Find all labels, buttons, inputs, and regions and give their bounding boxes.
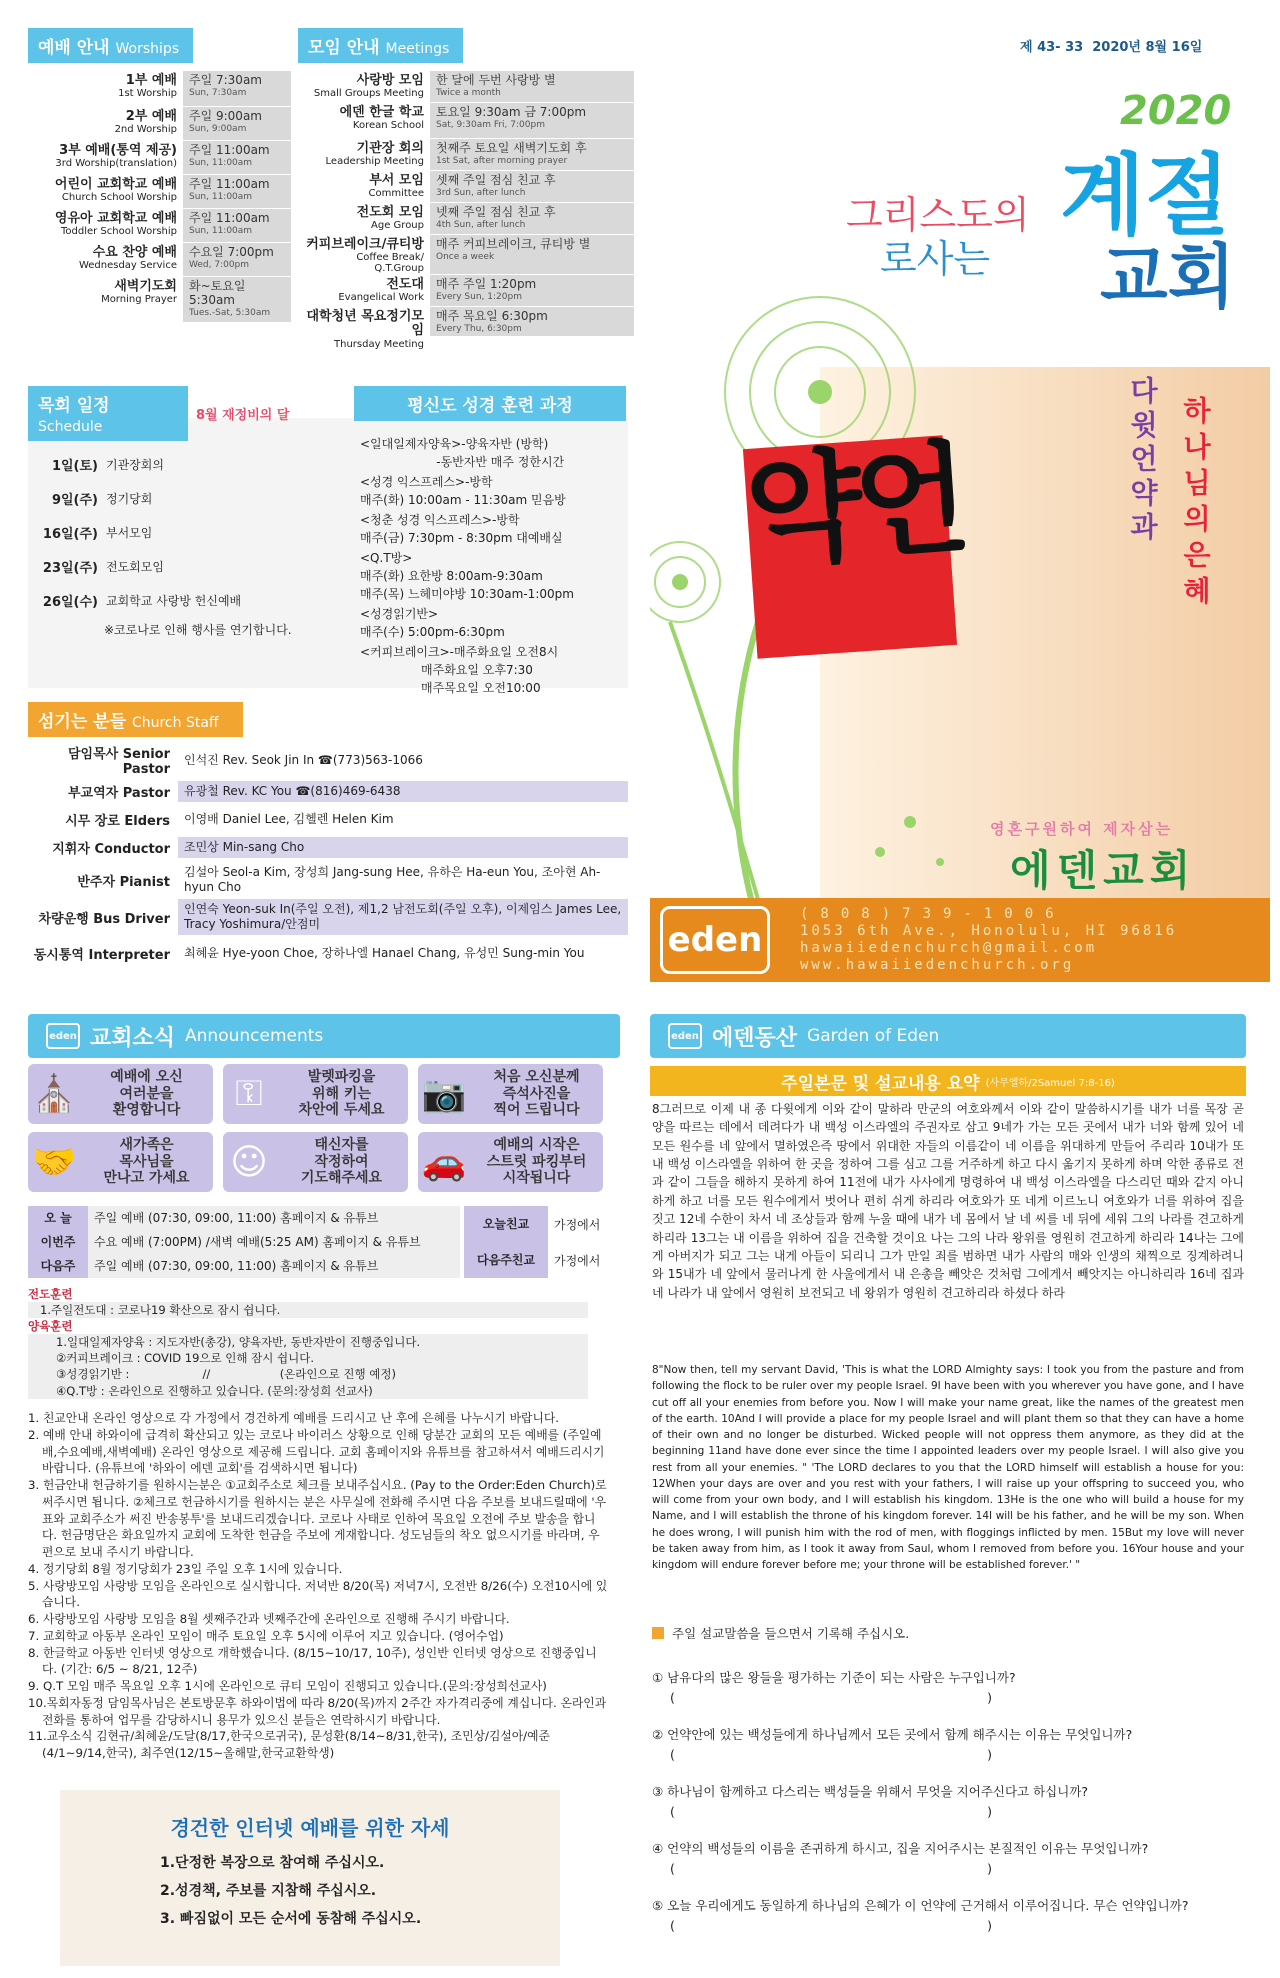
training-line: 매주(화) 10:00am - 11:30am 믿음방 <box>360 493 566 507</box>
cover-title-small: 그리스도의 <box>846 193 1030 237</box>
meeting-time: 매주 목요일 6:30pm Every Thu, 6:30pm <box>430 307 634 336</box>
email-link[interactable]: hawaiiedenchurch@gmail.com <box>800 940 1098 957</box>
question-text: ④ 언약의 백성들의 이름을 존귀하게 하시고, 집을 지어주시는 본질적인 이유는 무엇입니까? <box>652 1841 1149 1856</box>
question-item <box>652 1668 1242 1705</box>
announce-tile <box>223 1064 408 1124</box>
meeting-time: 한 달에 두번 사랑방 별 Twice a month <box>430 71 634 102</box>
calligraphy-text: 언약 <box>719 433 975 571</box>
calligraphy-block <box>719 433 975 658</box>
staff-row: 부교역자 Pastor 유광철 Rev. KC You ☎(816)469-6438 <box>28 778 628 806</box>
nurture-line: ③성경읽기반 : // (온라인으로 진행 예정) <box>56 1367 396 1382</box>
meeting-row <box>298 275 638 307</box>
sermon-note: 주일 설교말씀을 들으면서 기록해 주십시오. <box>652 1624 909 1642</box>
worship-time: 주일 11:00am Sun, 11:00am <box>183 175 291 208</box>
schedule-header: 목회 일정 Schedule <box>28 386 188 441</box>
online-item: 1.단정한 복장으로 참여해 주십시오. <box>160 1855 385 1871</box>
worship-row <box>28 175 293 209</box>
tile-text: 발렛파킹을 위해 키는 차안에 두세요 <box>298 1068 385 1119</box>
cover-contact <box>800 906 1177 974</box>
online-worship-box <box>60 1790 560 1966</box>
meeting-name: 대학청년 목요정기모임 Thursday Meeting <box>306 309 424 350</box>
meetings-header: 모임 안내 Meetings <box>298 28 463 63</box>
staff-row: 반주자 Pianist 김설아 Seol-a Kim, 장성희 Jang-sung Hee, 유하은 Ha-eun You, 조아현 Ah-hyun Cho <box>28 862 628 899</box>
worship-section <box>28 28 293 323</box>
staff-row: 차량운행 Bus Driver 인연숙 Yeon-suk In(주일 오전), 제1,2 남전도회(주일 오후), 이제임스 James Lee, Tracy Yoshimura/안점미 <box>28 899 628 936</box>
car-icon: 🚗 <box>421 1142 467 1183</box>
nurture-title: 양육훈련 <box>28 1319 73 1334</box>
meeting-name: 전도대 Evangelical Work <box>338 277 424 304</box>
schedule-item: 9일(주) 정기당회 <box>51 491 153 508</box>
news-item: 10.목회자동정 담임목사님은 본토방문후 하와이법에 따라 8/20(목)까지 2주간 자가격리중에 계십니다. 온라인과 전화를 통하여 업무를 감당하시니 용무가 있으신 분들은 연락하시기 바랍니다. <box>28 1695 607 1727</box>
training-line: <일대일제자양육>-양육자반 (방학) <box>360 437 549 451</box>
meetings-section <box>298 28 638 350</box>
sermon-title-bar: 주일본문 및 설교내용 요약 (사무엘하/2Samuel 7:8-16) <box>650 1066 1246 1096</box>
eden-logo-icon: eden <box>46 1023 80 1049</box>
eden-logo-icon: eden <box>660 906 770 974</box>
news-item: 2. 예배 안내 하와이에 급격히 확산되고 있는 코로나 바이러스 상황으로 인해 당분간 교회의 모든 예배를 (주일예배,수요예배,새벽예배) 온라인 영상으로 제공해 드립니다. 교회 홈페이지와 유튜브를 참고하셔서 예배드리시기 바랍니다. (유튜브에 '하와이 에덴 교회'를 검색하시면 됩니다) <box>28 1427 605 1476</box>
fellowship-row: 오늘친교 가정에서 <box>464 1206 628 1242</box>
worship-row <box>28 71 293 107</box>
worship-name: 3부 예배(통역 제공) 3rd Worship(translation) <box>55 143 177 170</box>
worship-header: 예배 안내 Worships <box>28 28 193 63</box>
evangel-block <box>28 1286 588 1399</box>
news-item: 4. 정기당회 8월 정기당회가 23일 주일 오후 1시에 있습니다. <box>28 1561 343 1576</box>
schedule-item: 23일(주) 전도회모임 <box>42 559 164 576</box>
nurture-line: ④Q.T방 : 온라인으로 진행하고 있습니다. (문의:장성희 선교사) <box>56 1383 373 1398</box>
tile-text: 예배의 시작은 스트릿 파킹부터 시작됩니다 <box>486 1136 587 1187</box>
online-item: 2.성경책, 주보를 지참해 주십시오. <box>160 1883 377 1899</box>
question-item <box>652 1839 1242 1876</box>
schedule-note: ※코로나로 인해 행사를 연기합니다. <box>104 623 292 637</box>
cover-contact-band <box>650 898 1270 982</box>
training-line: <Q.T방> <box>360 551 413 565</box>
answer-field[interactable]: ( ) <box>670 1918 992 1933</box>
announce-tile <box>418 1132 603 1192</box>
schedule-item: 1일(토) 기관장회의 <box>51 457 164 474</box>
meeting-name: 커피브레이크/큐티방 Coffee Break/ Q.T.Group <box>306 237 424 275</box>
eden-logo-icon: eden <box>668 1023 702 1049</box>
website-link[interactable]: www.hawaiiedenchurch.org <box>800 957 1075 974</box>
question-text: ① 남유다의 많은 왕들을 평가하는 기준이 되는 사람은 누구입니까? <box>652 1670 1016 1685</box>
news-list <box>28 1410 608 1762</box>
meeting-row <box>298 139 638 171</box>
fellowship-row: 다음주친교 가정에서 <box>464 1242 628 1278</box>
cover-church-name: 에덴교회 <box>1010 846 1197 895</box>
week-table <box>28 1206 628 1278</box>
worship-row <box>28 107 293 141</box>
training-section <box>354 386 629 697</box>
worship-name: 수요 찬양 예배 Wednesday Service <box>78 245 177 272</box>
staff-row: 담임목사 Senior Pastor 인석진 Rev. Seok Jin In ☎(773)563-1066 <box>28 743 628 778</box>
staff-row: 지휘자 Conductor 조민상 Min-sang Cho <box>28 834 628 862</box>
cover-year: 2020 <box>1120 88 1232 134</box>
camera-icon: 📷 <box>421 1074 467 1115</box>
key-icon: ⚿ <box>235 1073 263 1114</box>
cover-title-big2: 교회 <box>1100 236 1236 318</box>
meeting-name: 기관장 회의 Leadership Meeting <box>325 141 424 168</box>
meeting-time: 넷째 주일 점심 친교 후 4th Sun, after lunch <box>430 203 634 234</box>
worship-time: 주일 9:00am Sun, 9:00am <box>183 107 291 140</box>
answer-field[interactable]: ( ) <box>670 1804 992 1819</box>
meeting-name: 부서 모임 Committee <box>368 173 424 200</box>
cover-title-big: 계절 <box>1060 144 1231 247</box>
worship-row <box>28 243 293 277</box>
meeting-row <box>298 203 638 235</box>
cover-vertical-1: 다윗언약과 <box>1126 376 1159 546</box>
address: 1053 6th Ave., Honolulu, HI 96816 <box>800 923 1178 940</box>
sermon-english: 8"Now then, tell my servant David, 'This is what the LORD Almighty says: I took you from the pasture and from following the flock to be ruler over my people Israel. 9I have been with you wherever you have gone, and I have cut off all your enemies from before you. Now I will make your name great, like the names of the greatest men of the earth. 10And I will provide a place for my people Israel and will plant them so that they can have a home of their own and no longer be disturbed. Wicked people will not oppress them anymore, as they did at the beginning 11and have done ever since the time I appointed leaders over my people Israel. I will also give you rest from all your enemies. " 'The LORD declares to you that the LORD himself will establish a house for you: 12When your days are over and you rest with your fathers, I will raise up your offspring to succeed you, who will come from your own body, and I will establish his kingdom. 13He is the one who will build a house for my Name, and I will establish the throne of his kingdom forever. 14I will be his father, and he will be my son. When he does wrong, I will punish him with the rod of men, with floggings inflicted by men. 15But my love will never be taken away from him, as I took it away from Saul, whom I removed from before you. 16Your house and your kingdom will endure forever before me; your throne will be established forever.' " <box>652 1364 1244 1572</box>
week-row: 다음주 주일 예배 (07:30, 09:00, 11:00) 홈페이지 & 유튜브 <box>28 1254 628 1278</box>
tile-text: 예배에 오신 여러분을 환영합니다 <box>110 1068 183 1119</box>
online-title: 경건한 인터넷 예배를 위한 자세 <box>170 1816 450 1840</box>
announce-tile <box>418 1064 603 1124</box>
meeting-name: 사랑방 모임 Small Groups Meeting <box>313 73 424 100</box>
evangel-title: 전도훈련 <box>28 1287 73 1301</box>
worship-time: 주일 7:30am Sun, 7:30am <box>183 71 291 106</box>
training-line: 매주(목) 느헤미야방 10:30am-1:00pm <box>360 587 574 601</box>
meeting-row <box>298 103 638 139</box>
training-line: 매주(수) 5:00pm-6:30pm <box>360 625 505 639</box>
worship-row <box>28 209 293 243</box>
meeting-row <box>298 307 638 350</box>
cover-slogan: 영혼구원하여 제자삼는 <box>990 820 1174 838</box>
worship-time: 주일 11:00am Sun, 11:00am <box>183 209 291 242</box>
worship-name: 영유아 교회학교 예배 Toddler School Worship <box>54 211 177 238</box>
meeting-name: 에덴 한글 학교 Korean School <box>339 105 424 132</box>
news-item: 9. Q.T 모임 매주 목요일 오후 1시에 온라인으로 큐티 모임이 진행되고 있습니다.(문의:장성희선교사) <box>28 1679 547 1693</box>
tile-text: 태신자를 작정하여 기도해주세요 <box>300 1136 383 1187</box>
announce-header: eden 교회소식 Announcements <box>28 1014 620 1058</box>
schedule-item: 26일(수) 교회학교 사랑방 헌신예배 <box>42 593 242 610</box>
training-line: <성경읽기반> <box>360 607 439 621</box>
meeting-name: 전도회 모임 Age Group <box>356 205 424 232</box>
meeting-time: 토요일 9:30am 금 7:00pm Sat, 9:30am Fri, 7:00pm <box>430 103 634 138</box>
handshake-icon: 🤝 <box>31 1142 77 1183</box>
tile-text: 새가족은 목사님을 만나고 가세요 <box>103 1136 190 1187</box>
worship-name: 어린이 교회학교 예배 Church School Worship <box>54 177 177 204</box>
staff-row: 시무 장로 Elders 이영배 Daniel Lee, 김헬렌 Helen Kim <box>28 806 628 834</box>
training-line: <성경 익스프레스>-방학 <box>360 475 493 489</box>
staff-section <box>28 702 628 972</box>
worship-name: 1부 예배 1st Worship <box>118 73 177 100</box>
worship-time: 수요일 7:00pm Wed, 7:00pm <box>183 243 291 276</box>
church-icon: ⛪ <box>31 1074 77 1115</box>
cover-panel <box>650 62 1270 982</box>
online-item: 3. 빠짐없이 모든 순서에 동참해 주십시오. <box>160 1911 422 1927</box>
news-item: 6. 사랑방모임 사랑방 모임을 8월 셋째주간과 넷째주간에 온라인으로 진행해 주시기 바랍니다. <box>28 1612 510 1626</box>
announce-tile <box>223 1132 408 1192</box>
training-line: -동반자반 매주 정한시간 <box>360 455 565 469</box>
worship-row <box>28 141 293 175</box>
evangel-text: 1.주일전도대 : 코로나19 확산으로 잠시 쉽니다. <box>28 1302 588 1318</box>
news-item: 3. 헌금안내 헌금하기를 원하시는분은 ①교회주소로 체크를 보내주십시요. (Pay to the Order:Eden Church)로 써주시면 됩니다. ②체크로 헌금하시기를 원하시는 분은 사무실에 전화해 주시면 다음 주보를 보내드릴때에 '우표와 교회주소가 써진 반송봉투'를 보내드리겠습니다. 코로나 사태로 인하여 목요일 오전에 주보 발송을 합니다. 헌금명단은 화요일까지 교회에 도착한 헌금을 주보에 게재합니다. 성도님들의 착오 없으시기를 바라며, 우편으로 보내 주시기 바랍니다. <box>28 1478 607 1559</box>
meeting-time: 매주 커피브레이크, 큐티방 별 Once a week <box>430 235 634 274</box>
worship-time: 주일 11:00am Sun, 11:00am <box>183 141 291 174</box>
question-text: ⑤ 오늘 우리에게도 동일하게 하나님의 은혜가 이 언약에 근거해서 이루어집니다. 무슨 언약입니까? <box>652 1898 1189 1913</box>
training-header: 평신도 성경 훈련 과정 <box>354 386 626 421</box>
news-item: 5. 사랑방모임 사랑방 모임을 온라인으로 실시합니다. 저녁반 8/20(목) 저녁7시, 오전반 8/26(수) 오전10시에 있습니다. <box>28 1578 608 1610</box>
phone: (808)739-1006 <box>800 906 1066 922</box>
worship-name: 새벽기도회 Morning Prayer <box>101 279 177 306</box>
announce-tile <box>28 1132 213 1192</box>
meeting-row <box>298 235 638 275</box>
staff-row: 동시통역 Interpreter 최혜윤 Hye-yoon Choe, 장하나엘 Hanael Chang, 유성민 Sung-min You <box>28 936 628 972</box>
nurture-line: ②커피브레이크 : COVID 19으로 인해 잠시 쉽니다. <box>56 1351 315 1366</box>
news-item: 11.교우소식 김현규/최혜윤/도달(8/17,한국으로귀국), 문성환(8/14~8/31,한국), 조민상/김설아/예준(4/1~9/14,한국), 최주연(12/15~올해말,한국교환학생) <box>28 1729 550 1760</box>
staff-header: 섬기는 분들 Church Staff <box>28 702 243 737</box>
nurture-line: 1.일대일제자양육 : 지도자반(총강), 양육자반, 동반자반이 진행중입니다. <box>56 1335 421 1350</box>
cover-vertical-2: 하나님의은혜 <box>1179 396 1212 612</box>
meeting-time: 첫째주 토요일 새벽기도회 후 1st Sat, after morning prayer <box>430 139 634 170</box>
worship-name: 2부 예배 2nd Worship <box>114 109 177 136</box>
square-bullet-icon <box>652 1627 664 1639</box>
announce-tile <box>28 1064 213 1124</box>
issue-info: 제 43- 33 2020년 8월 16일 <box>1020 40 1203 55</box>
worship-time: 화~토요일 5:30am Tues.-Sat, 5:30am <box>183 277 291 322</box>
answer-field[interactable]: ( ) <box>670 1747 992 1762</box>
schedule-section <box>28 386 348 638</box>
cover-title-small2: 로사는 <box>880 237 991 281</box>
training-line: <청춘 성경 익스프레스>-방학 <box>360 513 520 527</box>
question-item <box>652 1896 1242 1933</box>
week-row: 이번주 수요 예배 (7:00PM) /새벽 예배(5:25 AM) 홈페이지 & 유튜브 <box>28 1230 628 1254</box>
training-line: 매주(금) 7:30pm - 8:30pm 대예배실 <box>360 531 563 545</box>
garden-header: eden 에덴동산 Garden of Eden <box>650 1014 1246 1058</box>
answer-field[interactable]: ( ) <box>670 1690 992 1705</box>
answer-field[interactable]: ( ) <box>670 1861 992 1876</box>
question-text: ② 언약안에 있는 백성들에게 하나님께서 모든 곳에서 함께 해주시는 이유는 무엇입니까? <box>652 1727 1133 1742</box>
training-line: 매주(화) 요한방 8:00am-9:30am <box>360 569 543 583</box>
meeting-time: 셋째 주일 점심 친교 후 3rd Sun, after lunch <box>430 171 634 202</box>
tile-text: 처음 오신분께 즉석사진을 찍어 드립니다 <box>493 1068 580 1119</box>
meeting-row <box>298 171 638 203</box>
sermon-korean: 8그러므로 이제 내 종 다윗에게 이와 같이 말하라 만군의 여호와께서 이와 같이 말씀하시기를 내가 너를 목장 곧 양을 따르는 데에서 데려다가 내 백성 이스라엘의 주권자로 삼고 9네가 가는 모든 곳에서 내가 너와 함께 있어 네 모든 원수를 네 앞에서 멸하였은즉 땅에서 위대한 자들의 이름같이 네 이름을 위대하게 만들어 주리라 10내가 또 내 백성 이스라엘을 위하여 한 곳을 정하여 그를 심고 그를 거주하게 하고 다시 옮기지 못하게 하며 악한 종류로 전과 같이 그들을 해하지 못하게 하여 11전에 내가 사사에게 명령하여 내 백성 이스라엘을 다스리던 때와 같지 아니하게 하고 너를 모든 원수에게서 벗어나 편히 쉬게 하리라 여호와가 또 네게 이르노니 여호와가 너를 위하여 집을 짓고 12네 수한이 차서 네 조상들과 함께 누울 때에 내가 네 몸에서 날 네 씨를 네 뒤에 세워 그의 나라를 견고하게 하리라 13그는 내 이름을 위하여 집을 건축할 것이요 나는 그의 나라 왕위를 영원히 견고하게 하리라 14나는 그에게 아버지가 되고 그는 내게 아들이 되리니 그가 만일 죄를 범하면 내가 사람의 매와 인생의 채찍으로 징계하려니와 15내가 네 앞에서 물러나게 한 사울에게서 내 은총을 빼앗은 것처럼 그에게서 빼앗지는 아니하리라 16네 집과 네 나라가 내 앞에서 영원히 보전되고 네 왕위가 영원히 견고하리라 하셨다 하라 <box>652 1102 1244 1300</box>
news-item: 7. 교회학교 아동부 온라인 모임이 매주 토요일 오후 5시에 이루어 지고 있습니다. (영어수업) <box>28 1628 504 1643</box>
week-row: 오 늘 주일 예배 (07:30, 09:00, 11:00) 홈페이지 & 유튜브 <box>28 1206 628 1230</box>
news-item: 8. 한글학교 아동반 인터넷 영상으로 개학했습니다. (8/15~10/17, 10주), 성인반 인터넷 영상으로 진행중입니다. (기간: 6/5 ~ 8/21, 12주) <box>28 1645 597 1677</box>
schedule-subtitle: 8월 재정비의 달 <box>196 408 290 423</box>
question-text: ③ 하나님이 함께하고 다스리는 백성들을 위해서 무엇을 지어주신다고 하십니까? <box>652 1784 1089 1799</box>
training-line: 매주화요일 오후7:30 <box>360 663 533 677</box>
training-line: <커피브레이크>-매주화요일 오전8시 <box>360 645 559 659</box>
news-item: 1. 친교안내 온라인 영상으로 각 가정에서 경건하게 예배를 드리시고 난 후에 은혜를 나누시기 바랍니다. <box>28 1411 559 1425</box>
meeting-row <box>298 71 638 103</box>
baby-icon: ☺ <box>230 1141 268 1183</box>
fellowship-table <box>464 1206 628 1278</box>
question-item <box>652 1725 1242 1762</box>
question-item <box>652 1782 1242 1819</box>
schedule-item: 16일(주) 부서모임 <box>42 525 153 542</box>
training-line: 매주목요일 오전10:00 <box>360 681 541 695</box>
meeting-time: 매주 주일 1:20pm Every Sun, 1:20pm <box>430 275 634 306</box>
worship-row <box>28 277 293 323</box>
